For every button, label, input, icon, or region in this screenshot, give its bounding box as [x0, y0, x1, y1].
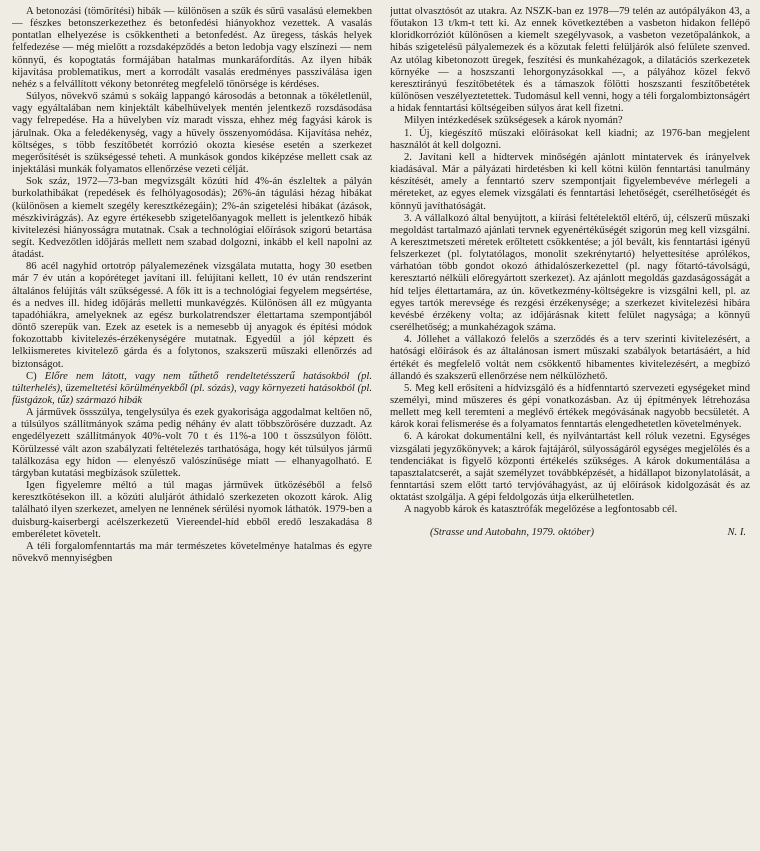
source-citation: (Strasse und Autobahn, 1979. október) [430, 526, 594, 538]
right-column [390, 6, 750, 847]
list-item: 5. Meg kell erősíteni a hídvizsgáló és a hídfenntartó szervezeti egységeket mind személyi, mind műszeres és gépi vonatkozásban. Az új építmények létrehozása mellett meg kell teremteni a meglévő értékek megóvásának nagyobb becsületét. A károk korai felismerése és a folyamatos fenntartás elengedhetetlen követelmények. [390, 382, 750, 431]
list-item: 2. Javítani kell a hídtervek minőségén ajánlott mintatervek és irányelvek kiadásával. Már a pályázati hirdetésben ki kell kötni külön fenntartási tanulmány készítését, amely a fenntartó szerv szempontjait figyelembevéve mérlegeli a méreteket, az egyes elemek vizsgálati és fenntartási lehetőségét, cserélhetőségét és könnyű javíthatóságát. [390, 151, 750, 212]
list-item: 6. A károkat dokumentálni kell, és nyilvántartást kell róluk vezetni. Egységes vizsgálati jegyzőkönyvek; a károk fajtájáról, súlyosságáról egységes megjelölés és a tendenciákat is figyelő központi értékelés szükséges. A károk dokumentálása a tapasztalatcserét, a saját személyzet továbbképzését, a hidállapot bizonylatolását, a fenntartási szem előtt tartó tervjóváhagyást, az új előírások kidolgozását és az oktatást szolgálja. A gépi feldolgozás útja elkerülhetetlen. [390, 431, 750, 504]
paragraph: A járművek össszúlya, tengelysúlya és ezek gyakorisága aggodalmat keltően nő, a túlsúlyos szállítmányok száma pedig néhány év alatt többszörösére duzzadt. Az engedélyezett szállítmányok 40%-volt 70 t és 11%-a 100 t összsúlyon fölött. Körülzessé vált azon szabályzati feltételezés tarthatósága, hogy két túlsúlyos jármű találkozása egy hídon — elenyésző valószínűsége miatt — elhanyagolható. E tárgyban kutatási megbízások születtek. [12, 407, 372, 479]
paragraph: Sok száz, 1972—73-ban megvizsgált közúti híd 4%-án észleltek a pályán burkolathibákat (repedések és felhólyagosodás); 26%-án tágulási hézag hibákat (különösen a kiemelt szegély keresztkézegáin); 2%-án szigetelési hibákat (ázások, mészkivirágzás). Az egyre értékesebb szigetelőanyagok mellett is jelentkező hibák kivitelezési hiányosságra mutatnak. Csak a technológiai előírások szigorú betartása segít. Kedvezőtlen időjárás mellett nem szabad dolgozni, inkább el kell napolni az átadást. [12, 176, 372, 261]
spacer [390, 517, 750, 527]
paragraph: A téli forgalomfenntartás ma már természetes követelménye hatalmas és egyre növekvő mennyiségben [12, 540, 372, 565]
paragraph: 86 acél nagyhíd ortotróp pályalemezének vizsgálata mutatta, hogy 30 esetben már 7 év után a kopóréteget javítani ill. felújítani kellett, 10 év után rendszerint általános felújítás vált szükségessé. A fők itt is a technológiai fegyelem megsértése, és a nedves ill. hideg időjárás melletti munkavégzés. Különösen áll ez mûgyanta tapadóhiákra, amelyeknek az egész burkolatrendszer élettartama szempontjából döntő szerepük van. Ezek az esetek is a nemesebb új anyagok és építési módok fokozottabb kivitelezés-érzékenységére mutatnak. Egyedül a jól képzett és lelkiismeretes kivitelező gárda és a folytonos, szakszerű műszaki ellenőrzés ad biztonságot. [12, 261, 372, 370]
paragraph: Igen figyelemre méltó a túl magas járművek ütközéséből a felső keresztkötésekon ill. a közúti aluljárót áthidaló szerkezeten okozott károk. Alig található ilyen szerkezet, amelyen ne lennének sérülési nyomok láthatók. 1979-ben a duisburg-kaiserbergi acélszerkezetű Viereendel-híd ebből eredő leszakadása 8 emberéletet követelt. [12, 480, 372, 540]
author-initials: N. I. [727, 526, 746, 538]
paragraph: juttat olvasztósót az utakra. Az NSZK-ban ez 1978—79 telén az autópályákon 43, a főutakon 13 t/km-t tett ki. Az ennek következtében a vasbeton hidakon fellépő kloridkorróziót különösen a kiemelt szegélyvasok, a vasbeton vezetőpalánkok, a hibás szigetelésű pályalemezek és a közutak feletti felüljárók alsó felülete szenved. Az utólag kibetonozott üregek, feszítési és munkahézagok, a dilatációs szerkezetek környéke — a hoszszanti lehorgonyzásokkal —, a pályához közel fekvő keresztirányú feszítőbetétek és a támaszok fölötti hoszszanti feszítőbetétek különösen veszélyeztetettek. Tudomásul kell venni, hogy a téli forgalombiztonságért a hidak fenntartási költségeiben súlyos árat kell fizetni. [390, 6, 750, 115]
left-column [12, 6, 372, 847]
paragraph: Milyen intézkedések szükségesek a károk nyomán? [404, 115, 623, 127]
paragraph: A betonozási (tömörítési) hibák — különösen a szűk és sűrű vasalású elemekben — fészkes betonszerkezethez és betonfedési hiányokhoz vezettek. A vasalás pontatlan elhelyezése is csökkentheti a betonfedést. Az üregess, táskás helyek felfedezése — még mielőtt a rozsdaképződés a beton ledobja vagy elszínezi — nem könnyű, és kopogtatás formájában hatalmas munkaráfordítás. Az ilyen hibák kijavítása problematikus, mert a korrodált vasalás eredményes passziválása igen nehéz s a felvállított vékony betonréteg megfelelő tönörsége is kérdéses. [12, 6, 372, 90]
article-columns [12, 6, 750, 847]
list-item: 4. Jóllehet a vállakozó felelős a szerződés és a terv szerinti kivitelezésért, a hatósági előírások és az általánosan ismert műszaki szabályok betartásáért, a híd értékét és megfelelő voltát nem csökkentő hibamentes kivitelezésért, a megbízó állandó és szakszerű ellenőrzése nem nélkülözhető. [390, 334, 750, 382]
paragraph: Súlyos, növekvő számú s sokáig lappangó károsodás a betonnak a tökéletlenül, vagy egyáltalában nem kinjektált kábelhüvelyek mentén jelentkező rozsdásodása vagy felrepedése. Ha a hüvelyben víz maradt vissza, ehhez még fagyási károk is járulnak. Oka a feledékenység, vagy a hüvely összenyomódása. Kijavítása nehéz, költséges, s több feszítőbetét korrózió okozta kiesése esetén a szerkezet megerősítését is szükségessé teheti. A munkások gondos kiképzése mellett csak az injektálási munkák folyamatos ellenőrzése vezeti célját. [12, 91, 372, 176]
list-item: 3. A vállalkozó által benyújtott, a kiírási feltételektől eltérő, új, célszerű műszaki megoldást tartalmazó ajánlati tervnek egyenértékűségét szigorún meg kell vizsgálni. A keresztmetszeti méretek erőltetett csökkentése; a jól bevált, kis fenntartási igényű felszerkezet (pl. folytatólagos, monolit szekrénytartó) helyettesítése aprólékos, várhatóan több gondot okozó áthidalószerkezettel (pl. nagy főtartó-távolságú, keresztartó nélküli előregyártott szerkezet). Az ajánlott megoldás gazdaságosságát a híd teljes élettartamára, az ún. következmény-költségekre is vizsgálni kell, pl. az egyes tartók merevsége és rezgési érzékenysége; a szerkezet kivitelezési hibára kevésbé érzékeny volta; az időjárásnak kitett felület nagysága; a könnyű cserélhetőség; a munkahézagok száma. [390, 212, 750, 334]
list-item: 1. Új, kiegészítő műszaki előírásokat kell kiadni; az 1976-ban megjelent használót át kell dolgozni. [390, 127, 750, 151]
section-heading-letter: C) [26, 370, 37, 382]
article-signature [390, 527, 750, 539]
section-heading-text: Előre nem látott, vagy nem tűthető rendeltetésszerű hatásokból (pl. túlterhelés), üzemeltetési körülményekből (pl. sózás), vagy környezeti hatásokból (pl. füstgázok, tűz) származó hibák [12, 370, 372, 406]
paragraph: A nagyobb károk és katasztrófák megelőzése a legfontosabb cél. [404, 504, 678, 516]
section-heading-c [12, 371, 372, 407]
